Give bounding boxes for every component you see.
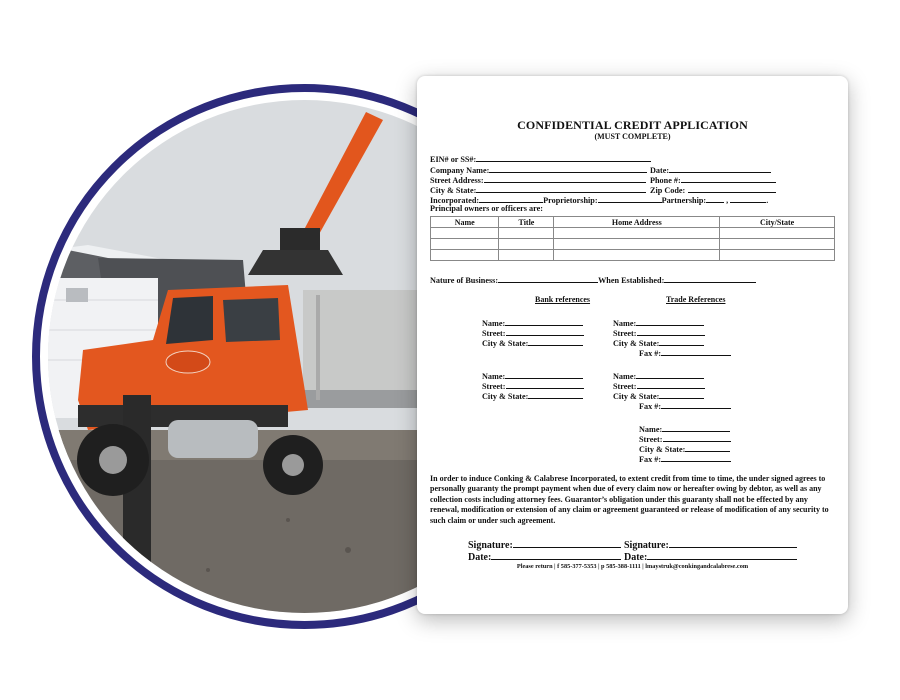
ref-street-label: Street: xyxy=(613,329,637,338)
document-footer: Please return | f 585-377-5353 | p 585-388-1111 | lmaystruk@conkingandcalabrese.com xyxy=(516,563,749,570)
ref-street-label: Street: xyxy=(482,382,506,391)
ref-line xyxy=(637,380,705,389)
owners-col-name: Name xyxy=(431,217,499,228)
partnership-line-2 xyxy=(730,194,766,203)
trade-references-heading: Trade References xyxy=(666,295,726,304)
signature-line xyxy=(513,538,621,548)
owners-col-title: Title xyxy=(499,217,554,228)
ref-name-label: Name: xyxy=(613,319,637,328)
date-sig-line xyxy=(491,550,621,560)
ref-fax-label: Fax #: xyxy=(639,349,662,358)
table-row xyxy=(431,250,835,261)
table-row xyxy=(431,228,835,239)
ein-label: EIN# or SS#: xyxy=(430,155,477,164)
table-cell[interactable] xyxy=(499,239,554,250)
ref-line xyxy=(506,327,584,336)
ref-name-label: Name: xyxy=(613,372,637,381)
business-type-row: Incorporated: Proprietorship: Partnership: , . xyxy=(430,196,769,205)
bank-references-heading: Bank references xyxy=(535,295,591,304)
credit-application-document xyxy=(417,76,848,614)
trade-ref-3-fax xyxy=(639,453,731,465)
ref-name-label: Name: xyxy=(639,425,663,434)
owners-col-city-state: City/State xyxy=(720,217,835,228)
ref-line xyxy=(636,317,704,326)
ref-city-label: City & State: xyxy=(482,339,529,348)
ref-name-label: Name: xyxy=(482,319,506,328)
document-title: CONFIDENTIAL CREDIT APPLICATION xyxy=(517,118,748,132)
partnership-label: Partnership: xyxy=(661,196,707,205)
signature-label: Signature: xyxy=(624,540,669,551)
document-subtitle: (MUST COMPLETE) xyxy=(594,132,671,141)
ref-line xyxy=(637,327,705,336)
trade-ref-2-fax xyxy=(639,400,731,412)
city-state-line xyxy=(476,184,646,193)
table-cell[interactable] xyxy=(431,250,499,261)
signature-line xyxy=(669,538,797,548)
ref-line xyxy=(636,370,704,379)
date-label: Date: xyxy=(650,166,670,175)
phone-line xyxy=(681,174,776,183)
ref-city-label: City & State: xyxy=(482,392,529,401)
ref-street-label: Street: xyxy=(613,382,637,391)
owners-table xyxy=(430,216,835,261)
ref-line xyxy=(659,390,704,399)
table-cell[interactable] xyxy=(720,228,835,239)
incorporated-label: Incorporated: xyxy=(430,196,480,205)
date-line xyxy=(669,164,771,173)
table-cell[interactable] xyxy=(431,239,499,250)
nature-business-label: Nature of Business: xyxy=(430,276,499,285)
ref-line xyxy=(528,337,583,346)
date-sig-line xyxy=(647,550,797,560)
company-name-label: Company Name: xyxy=(430,166,490,175)
ref-line xyxy=(505,370,583,379)
table-cell[interactable] xyxy=(554,228,720,239)
street-address-label: Street Address: xyxy=(430,176,484,185)
ref-line xyxy=(505,317,583,326)
date-sig-label: Date: xyxy=(624,552,648,563)
owners-table-header xyxy=(431,217,835,228)
date-field-2 xyxy=(624,550,797,563)
table-row xyxy=(431,239,835,250)
date-field-1 xyxy=(468,550,621,563)
nature-business-row xyxy=(430,274,756,286)
company-name-line xyxy=(489,164,647,173)
principal-owners-label: Principal owners or officers are: xyxy=(430,204,543,213)
ref-city-label: City & State: xyxy=(613,392,660,401)
ref-name-label: Name: xyxy=(482,372,506,381)
nature-business-line xyxy=(498,274,598,283)
trade-ref-1-fax xyxy=(639,347,731,359)
ref-line xyxy=(659,337,704,346)
ref-line xyxy=(685,443,730,452)
proprietorship-label: Proprietorship: xyxy=(543,196,598,205)
table-cell[interactable] xyxy=(720,250,835,261)
table-cell[interactable] xyxy=(554,239,720,250)
ref-line xyxy=(662,423,730,432)
ref-street-label: Street: xyxy=(482,329,506,338)
partnership-line-1 xyxy=(706,194,724,203)
ref-city-label: City & State: xyxy=(639,445,686,454)
when-established-line xyxy=(664,274,756,283)
table-cell[interactable] xyxy=(431,228,499,239)
table-cell[interactable] xyxy=(499,228,554,239)
ref-line xyxy=(528,390,583,399)
bank-ref-2-city xyxy=(482,390,583,402)
table-cell[interactable] xyxy=(499,250,554,261)
ref-line xyxy=(663,433,731,442)
owners-col-home-address: Home Address xyxy=(554,217,720,228)
ref-line xyxy=(661,400,731,409)
when-established-label: When Established: xyxy=(598,276,665,285)
ein-line xyxy=(476,153,651,162)
zip-line xyxy=(688,184,776,193)
incorporated-line xyxy=(479,194,543,203)
ref-line xyxy=(661,453,731,462)
table-cell[interactable] xyxy=(554,250,720,261)
table-cell[interactable] xyxy=(720,239,835,250)
guaranty-paragraph: In order to induce Conking & Calabrese Incorporated, to extent credit from time to time, the under signed agrees to personally guaranty the prompt payment when due of every claim now or hereafter owing by debtor, as well as any collection costs including attorney fees. Guarantor’s obligation under this guaranty shall not be effected by any renewal, modification or extension of any claim or agreement guaranteed or release of modification of any security to such claim or under such agreement. xyxy=(430,474,829,525)
ref-city-label: City & State: xyxy=(613,339,660,348)
signature-label: Signature: xyxy=(468,540,513,551)
proprietorship-line xyxy=(598,194,662,203)
ref-fax-label: Fax #: xyxy=(639,455,662,464)
phone-label: Phone #: xyxy=(650,176,681,185)
zip-label: Zip Code: xyxy=(650,186,686,195)
ref-line xyxy=(661,347,731,356)
ref-line xyxy=(506,380,584,389)
ref-fax-label: Fax #: xyxy=(639,402,662,411)
bank-ref-1-city xyxy=(482,337,583,349)
street-address-line xyxy=(484,174,646,183)
city-state-label: City & State: xyxy=(430,186,477,195)
date-sig-label: Date: xyxy=(468,552,492,563)
ref-street-label: Street: xyxy=(639,435,663,444)
